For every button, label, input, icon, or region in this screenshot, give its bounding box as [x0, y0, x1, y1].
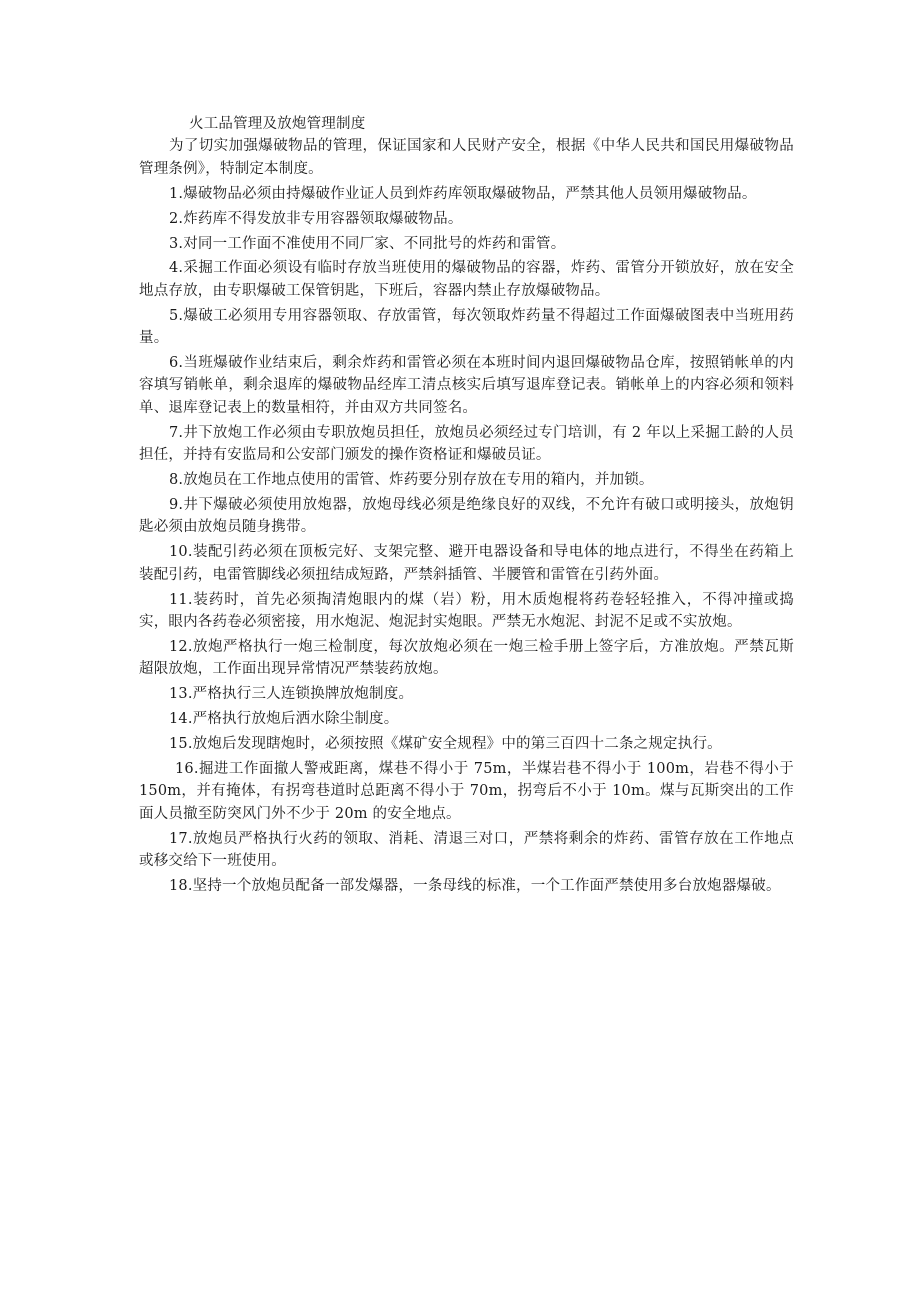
rule-18: 18.坚持一个放炮员配备一部发爆器，一条母线的标准，一个工作面严禁使用多台放炮器爆破。 — [169, 878, 781, 894]
rule-6: 6.当班爆破作业结束后，剩余炸药和雷管必须在本班时间内退回爆破物品仓库，按照销帐单的内容填写销帐单，剩余退库的爆破物品经库工清点核实后填写退库登记表。销帐单上的内容必须和领料单、退库登记表上的数量相符，并由双方共同签名。 — [139, 355, 794, 416]
rule-3: 3.对同一工作面不准使用不同厂家、不同批号的炸药和雷管。 — [169, 235, 566, 252]
rule-8: 8.放炮员在工作地点使用的雷管、炸药要分别存放在专用的箱内，并加锁。 — [169, 472, 654, 489]
rule-14: 14.严格执行放炮后洒水除尘制度。 — [169, 711, 399, 728]
rule-16: 16.掘进工作面撤人警戒距离，煤巷不得小于 75m，半煤岩巷不得小于 100m，岩巷不得小于 150m，并有掩体，有拐弯巷道时总距离不得小于 70m，拐弯后不小于 10m。煤与瓦斯突出的工作面人员撤至防突风门外不少于 20m 的安全地点。 — [139, 760, 794, 822]
intro-paragraph: 为了切实加强爆破物品的管理，保证国家和人民财产安全，根据《中华人民共和国民用爆破物品管理条例》，特制定本制度。 — [139, 138, 794, 177]
rule-11: 11.装药时，首先必须掏清炮眼内的煤（岩）粉，用木质炮棍将药卷轻轻推入，不得冲撞或捣实，眼内各药卷必须密接，用水炮泥、炮泥封实炮眼。严禁无水炮泥、封泥不足或不实放炮。 — [139, 591, 794, 631]
rule-1: 1.爆破物品必须由持爆破作业证人员到炸药库领取爆破物品，严禁其他人员领用爆破物品。 — [169, 185, 757, 202]
rule-2: 2.炸药库不得发放非专用容器领取爆破物品。 — [169, 210, 463, 227]
rule-7: 7.井下放炮工作必须由专职放炮员担任，放炮员必须经过专门培训，有 2 年以上采掘工龄的人员担任，并持有安监局和公安部门颁发的操作资格证和爆破员证。 — [139, 424, 794, 464]
rule-12: 12.放炮严格执行一炮三检制度，每次放炮必须在一炮三检手册上签字后，方准放炮。严禁瓦斯超限放炮，工作面出现异常情况严禁装药放炮。 — [139, 638, 794, 678]
rule-15: 15.放炮后发现瞎炮时，必须按照《煤矿安全规程》中的第三百四十二条之规定执行。 — [169, 736, 722, 753]
rule-5: 5.爆破工必须用专用容器领取、存放雷管，每次领取炸药量不得超过工作面爆破图表中当班用药量。 — [139, 307, 794, 347]
document-title: 火工品管理及放炮管理制度 — [189, 116, 366, 132]
rule-9: 9.井下爆破必须使用放炮器，放炮母线必须是绝缘良好的双线，不允许有破口或明接头，放炮钥匙必须由放炮员随身携带。 — [139, 497, 794, 536]
rule-4: 4.采掘工作面必须设有临时存放当班使用的爆破物品的容器，炸药、雷管分开锁放好，放在安全地点存放，由专职爆破工保管钥匙，下班后，容器内禁止存放爆破物品。 — [139, 260, 794, 299]
rule-17: 17.放炮员严格执行火药的领取、消耗、清退三对口，严禁将剩余的炸药、雷管存放在工作地点或移交给下一班使用。 — [139, 830, 794, 870]
document-page — [139, 113, 794, 900]
rule-13: 13.严格执行三人连锁换牌放炮制度。 — [169, 686, 414, 703]
rule-10: 10.装配引药必须在顶板完好、支架完整、避开电器设备和导电体的地点进行，不得坐在药箱上装配引药，电雷管脚线必须扭结成短路，严禁斜插管、半腰管和雷管在引药外面。 — [139, 544, 794, 583]
